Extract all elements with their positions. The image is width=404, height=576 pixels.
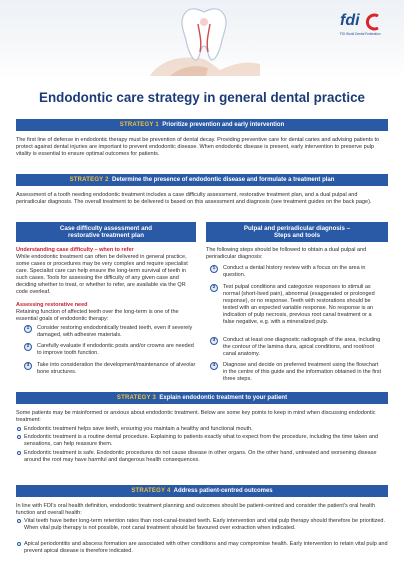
bullet-text: Endodontic treatment helps save teeth, ensuring you maintain a healthy and functional mouth.	[24, 426, 253, 432]
strategy-1-bar	[16, 119, 388, 131]
when-to-refer-heading: Understanding case difficulty – when to refer	[16, 247, 134, 253]
step-number-badge: 3	[24, 362, 32, 370]
tooth-icon	[178, 6, 230, 64]
bullet-circle-icon	[17, 519, 21, 523]
restorative-need-heading: Assessing restorative need	[16, 302, 88, 308]
strategy-4-bar	[16, 485, 388, 497]
strategy-3-bullet-3	[24, 450, 388, 464]
strategy-3-bullet-2	[24, 434, 388, 448]
strategy-1-number: STRATEGY 1	[119, 122, 159, 128]
strategy-4-bullet-2	[24, 541, 388, 555]
bullet-text: Apical periodontitis and abscess formation are associated with other conditions and may compromise health. Early intervention to retain vital pulp and prevent apical disease is therefore indicated.	[24, 541, 388, 554]
bullet-circle-icon	[17, 427, 21, 431]
strategy-3-intro: Some patients may be misinformed or anxious about endodontic treatment. Below are some key points to keep in mind when discussing endodontic treatment:	[16, 410, 376, 423]
strategy-4-number: STRATEGY 4	[131, 488, 171, 494]
pulpal-diagnosis-header	[206, 222, 388, 242]
step-text: Test pulpal conditions and categorize responses to stimuli as normal (short-lived pain), abnormal (exaggerated or prolonged response), or no response. Teeth with restorations should be tested with an expected variable response. No response is an indication of pulp necrosis, previous root canal treatment or a false negative, e.g. with a mineralized pulp.	[223, 284, 375, 325]
strategy-1-heading: Prioritize prevention and early intervention	[162, 122, 285, 128]
strategy-2-body: Assessment of a tooth needing endodontic treatment includes a case difficulty assessment, restorative treatment plan, and a dual pulpal and periradicular diagnosis. The overall treatment to be delivered is based on this assessment and diagnosis (see treatment guides on the back page).	[16, 192, 372, 205]
strategy-3-bullet-1	[24, 426, 388, 433]
step-number-badge: 2	[210, 284, 218, 292]
strategy-4-bullet-1	[24, 518, 388, 532]
logo-text: fdi	[340, 12, 360, 29]
bullet-circle-icon	[17, 542, 21, 546]
step-text: Conduct a dental history review with a focus on the area in question.	[223, 265, 366, 278]
bullet-circle-icon	[17, 435, 21, 439]
strategy-3-number: STRATEGY 3	[116, 395, 157, 401]
pulpal-diagnosis-intro: The following steps should be followed to obtain a dual pulpal and periradicular diagnosis:	[206, 247, 367, 260]
pulpal-diagnosis-header-line2: Steps and tools	[273, 232, 321, 240]
step-text: Carefully evaluate if endodontic posts and/or crowns are needed to improve tooth function.	[37, 343, 194, 356]
step-number-badge: 4	[210, 362, 218, 370]
step-number-badge: 3	[210, 337, 218, 345]
step-number-badge: 1	[24, 325, 32, 333]
strategy-3-bar	[16, 392, 388, 404]
case-difficulty-header	[16, 222, 196, 242]
step-number-badge: 1	[210, 265, 218, 273]
strategy-4-intro: In line with FDI's oral health definition, endodontic treatment planning and outcomes should be patient-centred and consider the patient's oral health function and overall health:	[16, 503, 375, 516]
logo-subtitle: FDI World Dental Federation	[340, 32, 381, 36]
logo-swoosh-icon	[364, 13, 382, 31]
hero-banner	[0, 0, 404, 78]
step-text: Diagnose and decide on preferred treatment using the flowchart in the centre of this guide and the information obtained in the first three steps.	[223, 362, 382, 382]
bullet-text: Endodontic treatment is safe. Endodontic procedures do not cause disease in other organs. On the other hand, untreated and worsening disease around the root may have harmful and dangerous health consequences.	[24, 450, 377, 463]
strategy-1-body: The first line of defense in endodontic therapy must be prevention of dental decay. Providing preventive care for dental caries and advising patients to protect against dental injuries are important to prevent endodontic disease. When endodontic disease is present, early intervention to preserve pulp vitality is essential to ensure optimal outcomes for patients.	[16, 137, 380, 157]
case-difficulty-header-line2: restorative treatment plan	[68, 232, 144, 240]
step-number-badge: 2	[24, 343, 32, 351]
strategy-2-bar	[16, 174, 388, 186]
step-text: Consider restoring endodontically treated teeth, even if severely damaged, with adhesive materials.	[37, 325, 193, 338]
bullet-text: Vital teeth have better long-term retention rates than root-canal-treated teeth. Early intervention and vital pulp therapy should therefore be prioritized. When vital pulp therapy is not possible, root canal treatment should be favoured over extraction when indicated.	[24, 518, 385, 531]
step-text: Conduct at least one diagnostic radiograph of the area, including the contour of the lamina dura, apical conditions, and root/root canal anatomy.	[223, 337, 381, 357]
case-difficulty-header-line1: Case difficulty assessment and	[59, 225, 153, 232]
restorative-need-body: Retaining function of affected teeth over the long-term is one of the essential goals of endodontic therapy:	[16, 309, 179, 322]
step-text: Take into consideration the development/maintenance of alveolar bone structures.	[37, 362, 196, 375]
fdi-logo	[340, 12, 396, 46]
pulpal-diagnosis-header-line1: Pulpal and periradicular diagnosis –	[243, 225, 351, 232]
strategy-2-number: STRATEGY 2	[69, 177, 109, 183]
strategy-4-heading: Address patient-centred outcomes	[173, 488, 273, 494]
bullet-text: Endodontic treatment is a routine dental procedure. Explaining to patients exactly what to expect from the procedure, including the time taken and sensations, can help reassure them.	[24, 434, 379, 447]
strategy-2-heading: Determine the presence of endodontic disease and formulate a treatment plan	[112, 177, 335, 183]
page-title: Endodontic care strategy in general dental practice	[39, 90, 365, 105]
when-to-refer-body: While endodontic treatment can often be delivered in general practice, some cases or procedures may be very complex and require specialist care. Specialist care can help ensure the long-term survival of teeth in such cases. Tools for assessing the difficulty of any given case and deciding whether to treat, or whether to refer, are available via the QR code overleaf.	[16, 254, 188, 295]
strategy-3-heading: Explain endodontic treatment to your patient	[159, 395, 288, 401]
bullet-circle-icon	[17, 451, 21, 455]
